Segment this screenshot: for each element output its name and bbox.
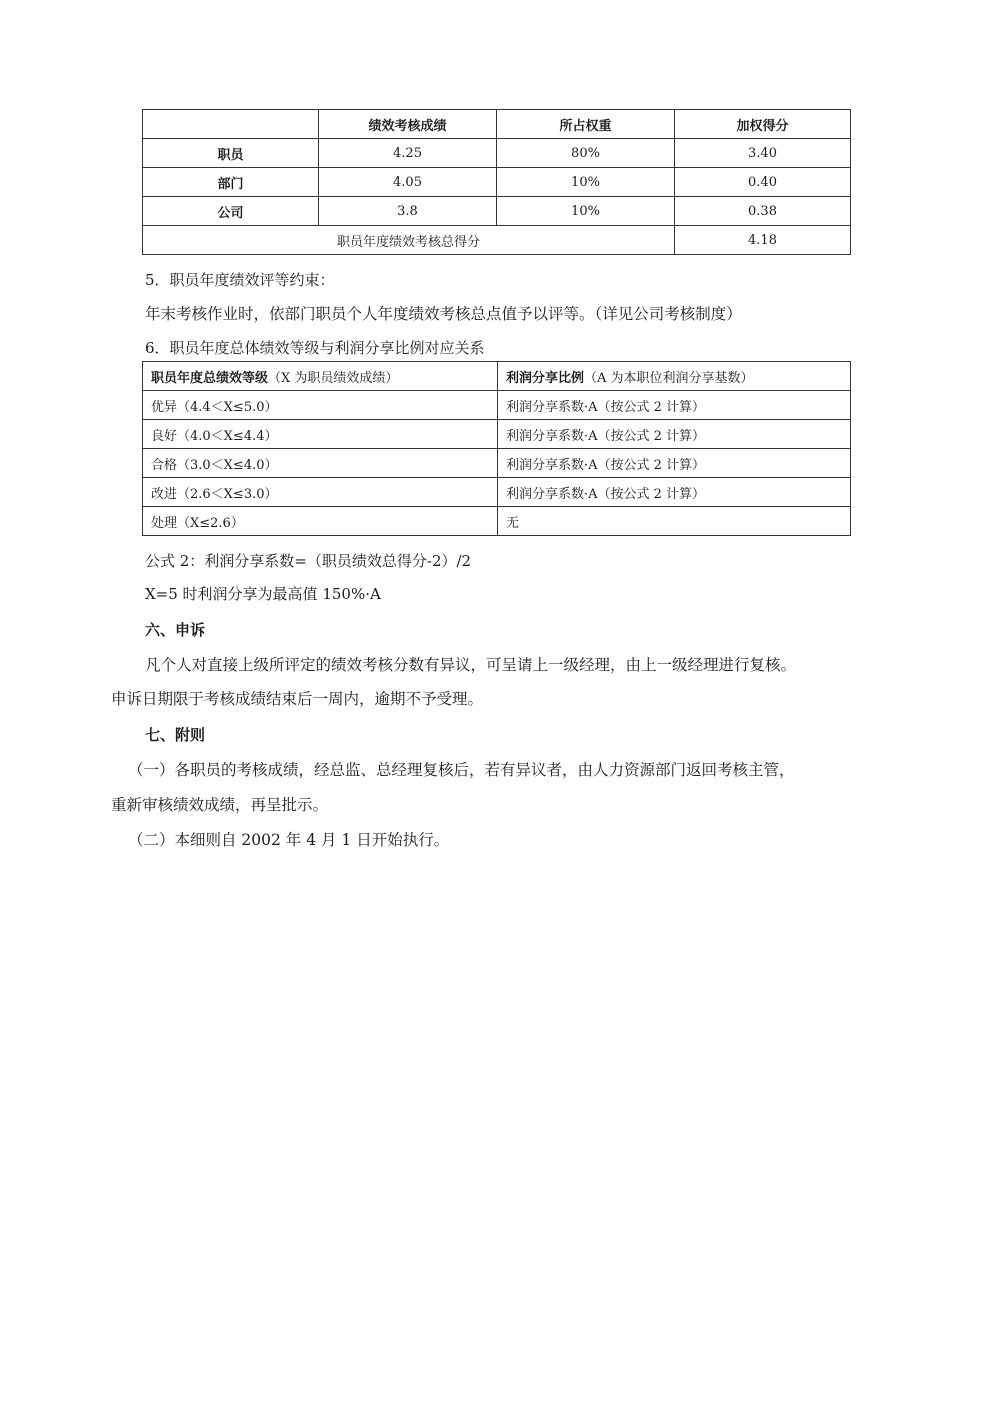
header-left-note: （X 为职员绩效成绩） — [268, 370, 399, 386]
table-header-cell: 加权得分 — [675, 110, 851, 139]
share-cell: 利润分享系数·A（按公式 2 计算） — [498, 391, 851, 420]
header-right-note: （A 为本职位利润分享基数） — [584, 370, 754, 386]
weighted-score-table — [142, 109, 851, 255]
table-total-row — [143, 226, 851, 255]
section5-heading: 5．职员年度绩效评等约束： — [145, 271, 335, 289]
header-left-title: 职员年度总绩效等级 — [151, 370, 269, 386]
appeal-heading: 六、申诉 — [145, 621, 206, 639]
table-cell: 3.40 — [675, 139, 851, 168]
table-row — [143, 478, 851, 507]
section6-heading: 6．职员年度总体绩效等级与利润分享比例对应关系 — [145, 339, 485, 357]
table-row — [143, 507, 851, 536]
row-label: 职员 — [143, 139, 319, 168]
row-label: 公司 — [143, 197, 319, 226]
share-cell: 利润分享系数·A（按公式 2 计算） — [498, 420, 851, 449]
table-header-cell: 所占权重 — [497, 110, 675, 139]
formula-line: 公式 2：利润分享系数=（职员绩效总得分-2）/2 — [145, 552, 472, 570]
table-cell: 0.38 — [675, 197, 851, 226]
appendix-item1-line2: 重新审核绩效成绩，再呈批示。 — [111, 796, 329, 814]
profit-share-table — [142, 361, 851, 536]
table-cell: 4.05 — [319, 168, 497, 197]
appeal-body-line1: 凡个人对直接上级所评定的绩效考核分数有异议，可呈请上一级经理，由上一级经理进行复核。 — [145, 656, 797, 674]
table-cell: 10% — [497, 168, 675, 197]
grade-cell: 良好（4.0＜X≤4.4） — [143, 420, 498, 449]
table-row — [143, 391, 851, 420]
share-cell: 利润分享系数·A（按公式 2 计算） — [498, 478, 851, 507]
table-row — [143, 139, 851, 168]
table-header-cell: 绩效考核成绩 — [319, 110, 497, 139]
appeal-body-line2: 申诉日期限于考核成绩结束后一周内，逾期不予受理。 — [111, 690, 484, 708]
table-header-row — [143, 110, 851, 139]
header-right-title: 利润分享比例 — [506, 370, 585, 386]
table-row — [143, 420, 851, 449]
total-value: 4.18 — [675, 226, 851, 255]
grade-cell: 处理（X≤2.6） — [143, 507, 498, 536]
table-header-cell — [143, 110, 319, 139]
table-header-cell — [143, 362, 498, 391]
grade-cell: 改进（2.6＜X≤3.0） — [143, 478, 498, 507]
table-row — [143, 197, 851, 226]
table-header-row — [143, 362, 851, 391]
section5-body: 年末考核作业时，依部门职员个人年度绩效考核总点值予以评等。（详见公司考核制度） — [145, 305, 742, 323]
table-cell: 80% — [497, 139, 675, 168]
table-cell: 3.8 — [319, 197, 497, 226]
appendix-item1-line1: （一）各职员的考核成绩，经总监、总经理复核后，若有异议者，由人力资源部门返回考核主管， — [128, 761, 795, 779]
share-cell: 利润分享系数·A（按公式 2 计算） — [498, 449, 851, 478]
appendix-heading: 七、附则 — [145, 726, 206, 744]
table-cell: 4.25 — [319, 139, 497, 168]
row-label: 部门 — [143, 168, 319, 197]
share-cell: 无 — [498, 507, 851, 536]
formula-note: X=5 时利润分享为最高值 150%·A — [145, 585, 381, 603]
table-header-cell — [498, 362, 851, 391]
appendix-item2: （二）本细则自 2002 年 4 月 1 日开始执行。 — [128, 831, 450, 849]
table-row — [143, 449, 851, 478]
grade-cell: 优异（4.4＜X≤5.0） — [143, 391, 498, 420]
table-cell: 10% — [497, 197, 675, 226]
total-label: 职员年度绩效考核总得分 — [143, 226, 675, 255]
table-row — [143, 168, 851, 197]
grade-cell: 合格（3.0＜X≤4.0） — [143, 449, 498, 478]
table-cell: 0.40 — [675, 168, 851, 197]
